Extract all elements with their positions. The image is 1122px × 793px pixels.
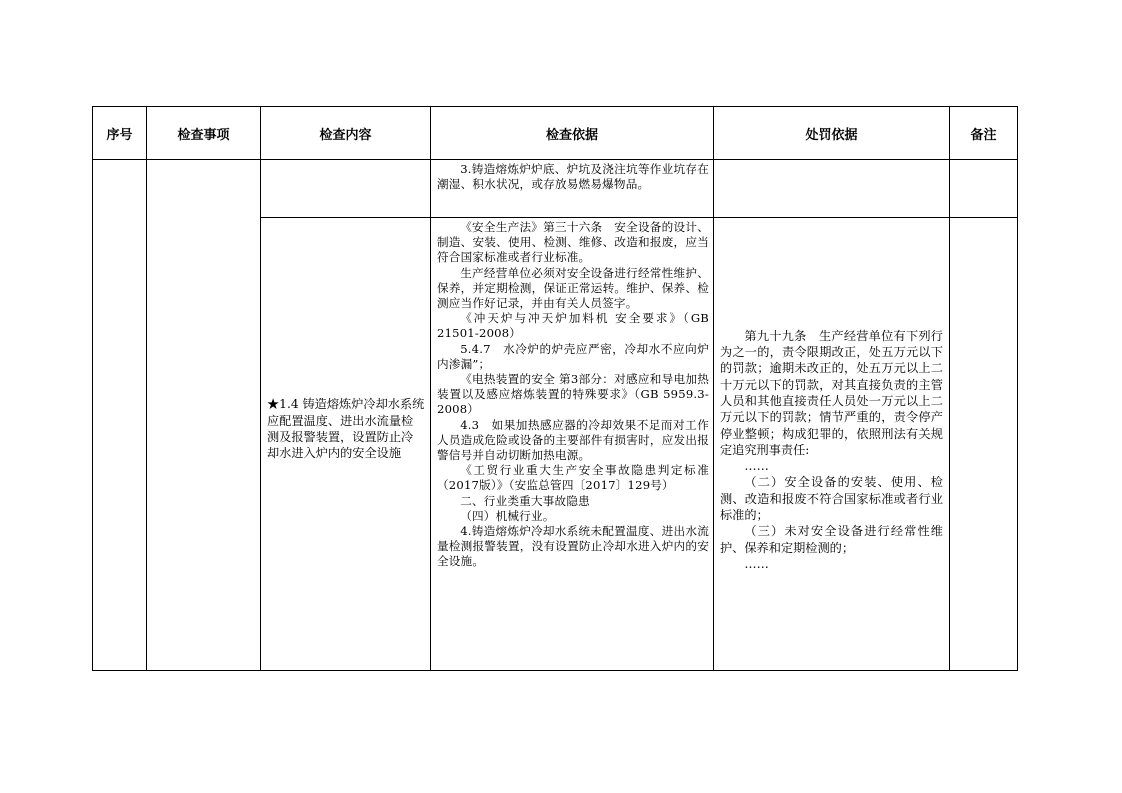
basis-paragraph: 4.3 如果加热感应器的冷却效果不足而对工作人员造成危险或设备的主要部件有损害时，应发出报警信号并自动切断加热电源。 (437, 417, 709, 463)
header-serial: 序号 (93, 107, 147, 160)
remarks-cell (950, 218, 1018, 671)
basis-cell (431, 218, 714, 671)
penalty-cell (714, 160, 950, 218)
penalty-cell (714, 218, 950, 671)
content-cell (261, 218, 431, 671)
header-item: 检查事项 (147, 107, 261, 160)
penalty-paragraph: 第九十九条 生产经营单位有下列行为之一的，责令限期改正，处五万元以下的罚款；逾期未改正的，处五万元以上二十万元以下的罚款，对其直接负责的主管人员和其他直接责任人员处一万元以上二万元以下的罚款；情节严重的，责令停产停业整顿；构成犯罪的，依照刑法有关规定追究刑事责任: (720, 328, 943, 457)
item-cell (147, 160, 261, 671)
header-penalty: 处罚依据 (714, 107, 950, 160)
basis-paragraph: 《安全生产法》第三十六条 安全设备的设计、制造、安装、使用、检测、维修、改造和报废，应当符合国家标准或者行业标准。 (437, 220, 709, 265)
basis-paragraph: 《电热装置的安全 第3部分：对感应和导电加热装置以及感应熔炼装置的特殊要求》（GB 5959.3-2008） (437, 372, 709, 417)
basis-paragraph: 生产经营单位必须对安全设备进行经常性维护、保养，并定期检测，保证正常运转。维护、保养、检测应当作好记录，并由有关人员签字。 (437, 265, 709, 311)
basis-paragraph: 《冲天炉与冲天炉加料机 安全要求》（GB 21501-2008） (437, 311, 709, 341)
penalty-paragraph: （三）未对安全设备进行经常性维护、保养和定期检测的； (720, 524, 943, 555)
basis-paragraph: 3.铸造熔炼炉炉底、炉坑及浇注坑等作业坑存在潮湿、积水状况，或存放易燃易爆物品。 (437, 162, 709, 192)
basis-paragraph: 二、行业类重大事故隐患 (460, 493, 590, 508)
penalty-ellipsis: …… (744, 459, 769, 474)
penalty-paragraph: （二）安全设备的安装、使用、检测、改造和报废不符合国家标准或者行业标准的； (720, 475, 943, 523)
penalty-ellipsis: …… (744, 556, 769, 571)
basis-paragraph: 4.铸造熔炼炉冷却水系统未配置温度、进出水流量检测报警装置，没有设置防止冷却水进入炉内的安全设施。 (437, 524, 709, 569)
basis-paragraph: 5.4.7 水冷炉的炉壳应严密，冷却水不应向炉内渗漏”； (437, 341, 709, 371)
basis-cell (431, 160, 714, 218)
basis-paragraph: （四）机械行业。 (460, 508, 555, 523)
serial-cell (93, 160, 147, 671)
remarks-cell (950, 160, 1018, 218)
inspection-table (92, 106, 1018, 671)
header-basis: 检查依据 (431, 107, 714, 160)
header-row (93, 107, 1018, 160)
content-cell (261, 160, 431, 218)
basis-paragraph: 《工贸行业重大生产安全事故隐患判定标准（2017版）》（安监总管四〔2017〕129号） (437, 463, 709, 493)
content-text: ★1.4 铸造熔炼炉冷却水系统应配置温度、进出水流量检测及报警装置，设置防止冷却水进入炉内的安全设施 (267, 397, 425, 461)
header-remarks: 备注 (950, 107, 1018, 160)
header-content: 检查内容 (261, 107, 431, 160)
table-row (93, 160, 1018, 218)
